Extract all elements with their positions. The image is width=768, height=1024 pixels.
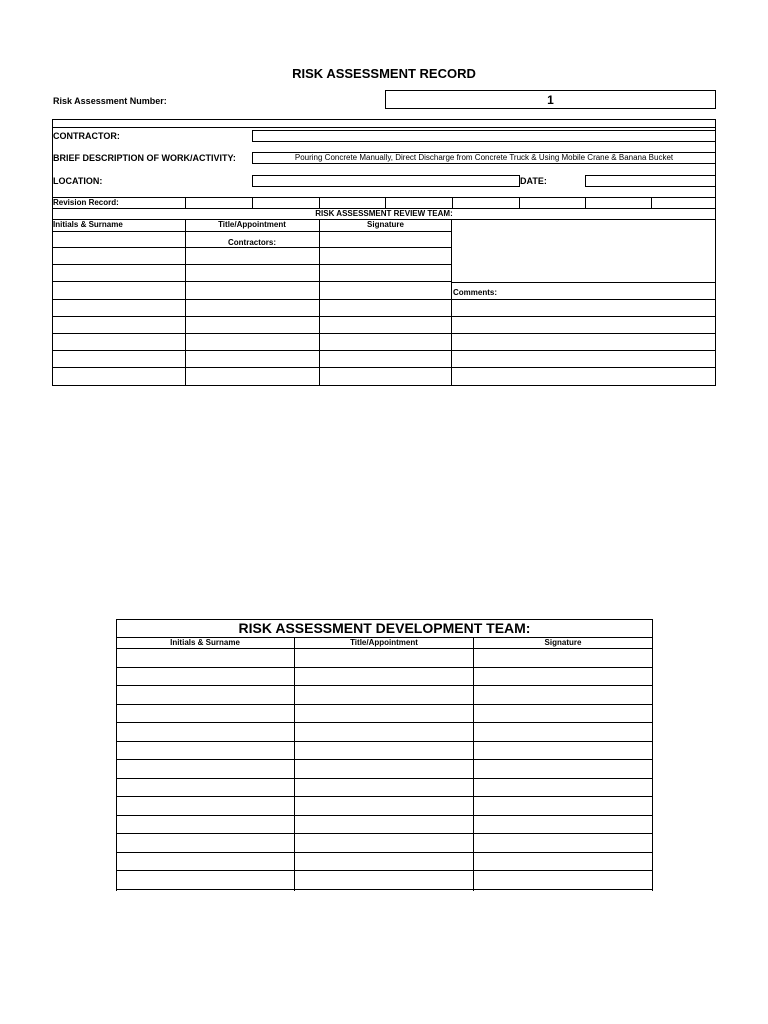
review-col-divider [319, 219, 320, 386]
location-field[interactable] [252, 175, 520, 187]
review-row-line [52, 316, 716, 317]
contractors-label: Contractors: [227, 238, 276, 247]
review-col-signature: Signature [367, 220, 404, 229]
revision-cell-divider [651, 197, 652, 208]
review-row-line [52, 281, 452, 282]
dev-row-line [116, 889, 653, 890]
dev-row-line [116, 796, 653, 797]
revision-cell-divider [319, 197, 320, 208]
frame-divider [52, 127, 716, 128]
risk-assessment-number-field[interactable] [385, 90, 716, 109]
description-field[interactable] [252, 152, 716, 164]
contractor-label: CONTRACTOR: [53, 131, 120, 141]
revision-cell-divider [519, 197, 520, 208]
contractor-field[interactable] [252, 130, 716, 142]
revision-cell-divider [185, 197, 186, 208]
dev-team-title: RISK ASSESSMENT DEVELOPMENT TEAM: [238, 620, 531, 636]
dev-row-line [116, 852, 653, 853]
risk-assessment-number-label: Risk Assessment Number: [53, 96, 167, 106]
review-row-line [52, 333, 716, 334]
revision-cell-divider [452, 197, 453, 208]
dev-row-line [116, 704, 653, 705]
risk-assessment-number-value: 1 [547, 93, 554, 107]
review-row-line [52, 264, 452, 265]
review-col-divider [451, 219, 452, 386]
dev-col-initials: Initials & Surname [170, 638, 240, 647]
review-col-title: Title/Appointment [218, 220, 286, 229]
dev-row-line [116, 815, 653, 816]
dev-row-line [116, 648, 653, 649]
dev-row-line [116, 722, 653, 723]
dev-col-title: Title/Appointment [350, 638, 418, 647]
page-title: RISK ASSESSMENT RECORD [292, 66, 476, 81]
dev-team-frame [116, 619, 653, 891]
dev-row-line [116, 741, 653, 742]
review-row-line [52, 367, 716, 368]
revision-record-label: Revision Record: [53, 198, 119, 207]
revision-row-top [52, 197, 716, 198]
date-field[interactable] [585, 175, 716, 187]
dev-row-line [116, 870, 653, 871]
review-header-divider [52, 231, 452, 232]
dev-col-signature: Signature [544, 638, 582, 647]
dev-row-line [116, 833, 653, 834]
dev-row-line [116, 667, 653, 668]
dev-row-line [116, 685, 653, 686]
comments-label: Comments: [453, 288, 498, 297]
description-value: Pouring Concrete Manually, Direct Discharge from Concrete Truck & Using Mobile Crane & Banana Bucket [294, 153, 674, 162]
dev-row-line [116, 778, 653, 779]
review-row-line [52, 350, 716, 351]
revision-cell-divider [585, 197, 586, 208]
description-label: BRIEF DESCRIPTION OF WORK/ACTIVITY: [53, 153, 236, 163]
date-label: DATE: [520, 176, 547, 186]
location-label: LOCATION: [53, 176, 103, 186]
review-team-label: RISK ASSESSMENT REVIEW TEAM: [315, 209, 453, 218]
dev-row-line [116, 759, 653, 760]
review-col-initials: Initials & Surname [53, 220, 123, 229]
comments-top-line [452, 282, 716, 283]
revision-cell-divider [252, 197, 253, 208]
review-row-line [52, 299, 716, 300]
revision-cell-divider [385, 197, 386, 208]
review-row-line [52, 247, 452, 248]
